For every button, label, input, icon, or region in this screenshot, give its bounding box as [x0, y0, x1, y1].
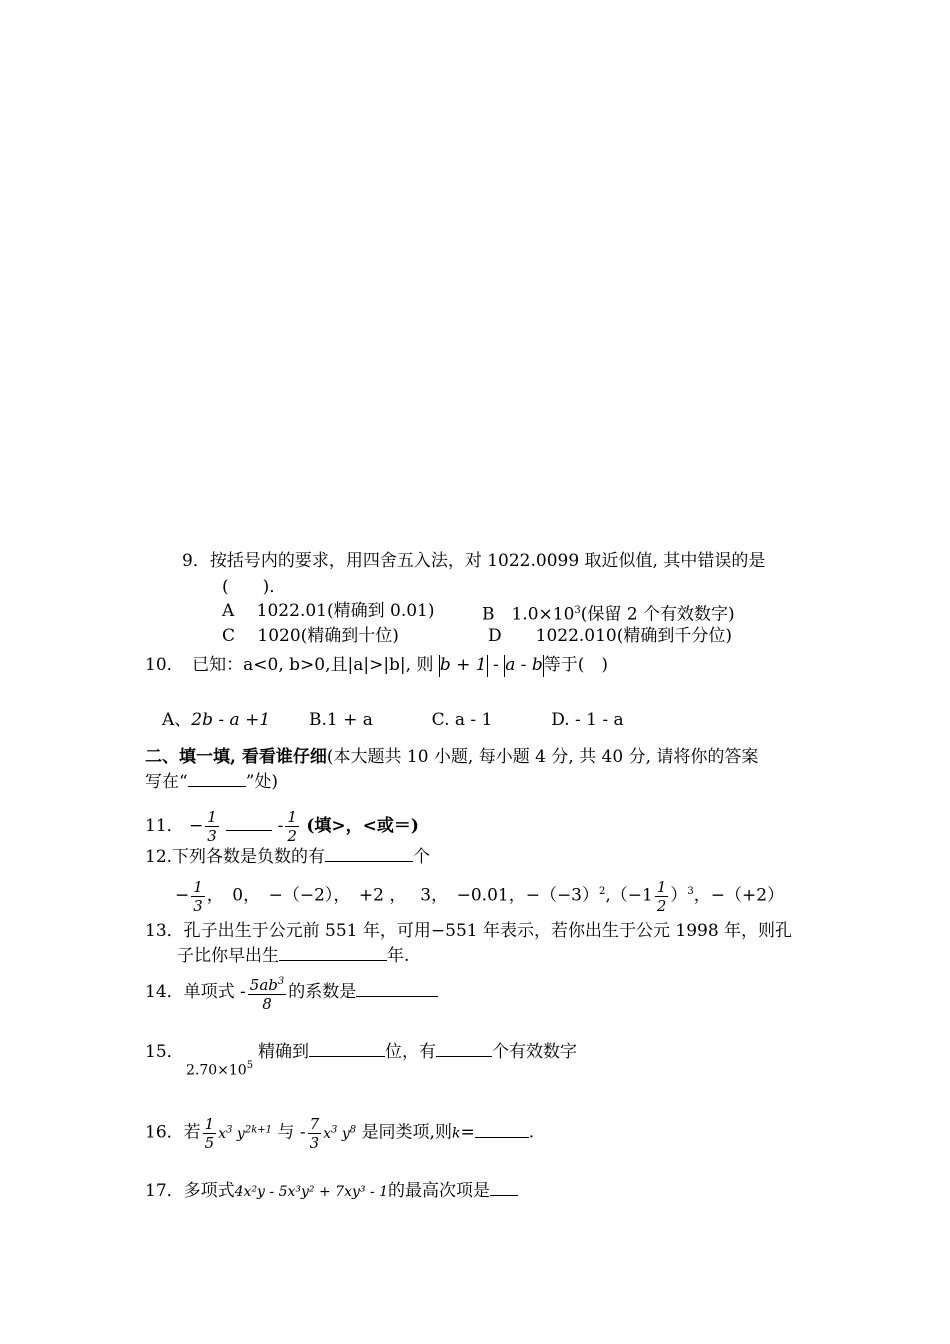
q12-frac — [191, 878, 205, 915]
q16-term2: $x^3$ $y^8$ — [323, 1124, 357, 1142]
q10-opt-b: B.1 + a — [308, 710, 373, 730]
q15-post: 个有效数字 — [492, 1042, 577, 1062]
q14-num-exp: 3 — [277, 975, 285, 987]
frac-denominator: 5 — [204, 1133, 215, 1152]
q10-options — [162, 709, 624, 731]
frac-denominator: 3 — [309, 1133, 320, 1152]
section2-heading — [145, 746, 758, 768]
q12-list — [175, 872, 784, 916]
q10-stem: 10． 已知：a<0, b>0,且|a|>|b|, 则 — [145, 655, 434, 675]
q15-text — [258, 1041, 577, 1063]
frac-denominator: 8 — [262, 994, 272, 1013]
q12-list4: ，−（+2） — [693, 885, 785, 906]
q12-minus: − — [175, 885, 190, 906]
q11-num: 11． — [145, 816, 184, 836]
q13-line1: 13．孔子出生于公元前 551 年，可用−551 年表示，若你出生于公元 1998 年，则孔 — [145, 921, 793, 941]
q16-post: 是同类项,则 — [361, 1122, 452, 1143]
q14-frac — [248, 973, 286, 1013]
q13-blank[interactable] — [279, 960, 387, 961]
q12-exp2: 2 — [599, 886, 606, 897]
section2-desc-line2 — [145, 771, 278, 793]
q14-num: 5ab — [249, 975, 278, 994]
q10-expr1: b + 1 — [439, 655, 487, 675]
q16: 16．若 $\frac{1}{5}$ $x^3$ $y^{2k+1}$ 与 - $\frac{7}{3}$ $x^3$ $y^8$ 是同类项,则k= . — [145, 1114, 535, 1152]
q15-mid2: 位，有 — [385, 1042, 436, 1062]
q15-expr: 2.70×10 — [186, 1062, 247, 1079]
answer-blank[interactable] — [188, 786, 246, 787]
q16-blank[interactable] — [475, 1137, 529, 1138]
q14 — [145, 972, 438, 1013]
q12-exp3: 3 — [687, 886, 694, 897]
frac-numerator: 1 — [193, 877, 203, 896]
q13-line2-pre: 子比你早出生 — [177, 946, 279, 966]
frac-denominator: 3 — [193, 896, 203, 915]
q16-k: k — [451, 1125, 461, 1142]
q10-opt-d: D. - 1 - a — [551, 710, 624, 730]
q17-post: 的最高次项是 — [388, 1181, 491, 1201]
frac-numerator: 1 — [287, 808, 297, 826]
q9-option-a: A 1022.01(精确到 0.01) — [222, 601, 435, 621]
frac-numerator: 1 — [204, 1114, 215, 1133]
frac-denominator: 2 — [656, 896, 667, 915]
q15-blank2[interactable] — [436, 1056, 492, 1057]
q11-tail: (填>，<或＝) — [306, 816, 419, 836]
q15-blank1[interactable] — [309, 1056, 385, 1057]
q17 — [145, 1180, 518, 1203]
q11-minus2: - — [277, 816, 284, 836]
q9-stem: 9．按括号内的要求，用四舍五入法，对 1022.0099 取近似值, 其中错误的是 — [182, 551, 766, 571]
q10-tail: 等于( ) — [543, 655, 609, 675]
q17-pre: 17．多项式 — [145, 1181, 235, 1201]
frac-numerator: 1 — [656, 877, 667, 896]
q17-expr: 4x²y - 5x³y² + 7xy³ - 1 — [234, 1184, 389, 1200]
q12-list1: ， 0， −（−2）， +2 ， 3， −0.01，−（−3） — [206, 885, 599, 906]
q17-blank[interactable] — [490, 1195, 518, 1196]
q9-option-c: C 1020(精确到十位) — [222, 626, 399, 646]
q9-paren: ( )． — [222, 577, 287, 597]
q10-opt-a-label: A、 — [162, 710, 192, 730]
q12-mixed-frac — [655, 878, 669, 915]
q16-term1: $x^3$ $y^{2k+1}$ — [218, 1124, 273, 1142]
q10-opt-c: C. a - 1 — [431, 710, 493, 730]
q9-option-d: D 1022.010(精确到千分位) — [488, 626, 733, 646]
q16-frac1 — [203, 1115, 217, 1152]
frac-denominator: 3 — [207, 827, 217, 845]
frac-denominator: 2 — [287, 827, 297, 845]
section2-desc2-pre: 写在“ — [145, 772, 188, 792]
q9-option-b — [482, 600, 735, 626]
q12-stem-line — [145, 846, 430, 868]
q15-num: 15． — [145, 1042, 184, 1062]
q12-list3: ） — [670, 885, 688, 906]
q9-b-post: (保留 2 个有效数字) — [580, 604, 735, 625]
q12-stem: 12.下列各数是负数的有 — [145, 847, 326, 867]
q13-line2 — [177, 945, 409, 967]
q11-frac2 — [285, 808, 299, 845]
frac-numerator — [248, 973, 286, 995]
q11-frac1 — [205, 808, 219, 845]
q14-post: 的系数是 — [288, 982, 357, 1002]
q9-b-exp: 3 — [574, 605, 581, 616]
q15-mid1: 精确到 — [258, 1042, 309, 1062]
q14-blank[interactable] — [356, 996, 438, 997]
q10-minus: - — [487, 655, 505, 675]
q12-blank[interactable] — [325, 861, 413, 862]
q11 — [145, 806, 419, 846]
q15-expr-wrap — [186, 1055, 253, 1082]
section2-desc1: (本大题共 10 小题, 每小题 4 分, 共 40 分, 请将你的答案 — [326, 747, 759, 767]
q12-unit: 个 — [413, 847, 431, 867]
frac-numerator: 7 — [309, 1114, 320, 1133]
q16-frac2 — [308, 1115, 322, 1152]
q14-pre: 14．单项式 - — [145, 982, 246, 1002]
q16-mid: 与 - — [277, 1122, 306, 1143]
q13-line2-post: 年. — [387, 946, 410, 966]
frac-numerator: 1 — [207, 808, 217, 826]
q12-list2: ,（−1 — [605, 885, 653, 906]
section2-title: 二、填一填, 看看谁仔细 — [145, 747, 327, 767]
q15-exp: 5 — [246, 1060, 254, 1071]
q16-pre: 16．若 — [145, 1122, 201, 1143]
q9-b-pre: B 1.0×10 — [482, 604, 575, 625]
q10-stem-line — [145, 654, 608, 677]
q10-opt-a: 2b - a +1 — [191, 710, 271, 730]
q11-minus1: − — [189, 816, 204, 836]
q10-expr2: a - b — [505, 655, 543, 675]
q16-eq: = — [460, 1122, 475, 1143]
q11-blank[interactable] — [226, 830, 272, 831]
section2-desc2-post: ”处) — [245, 772, 279, 792]
